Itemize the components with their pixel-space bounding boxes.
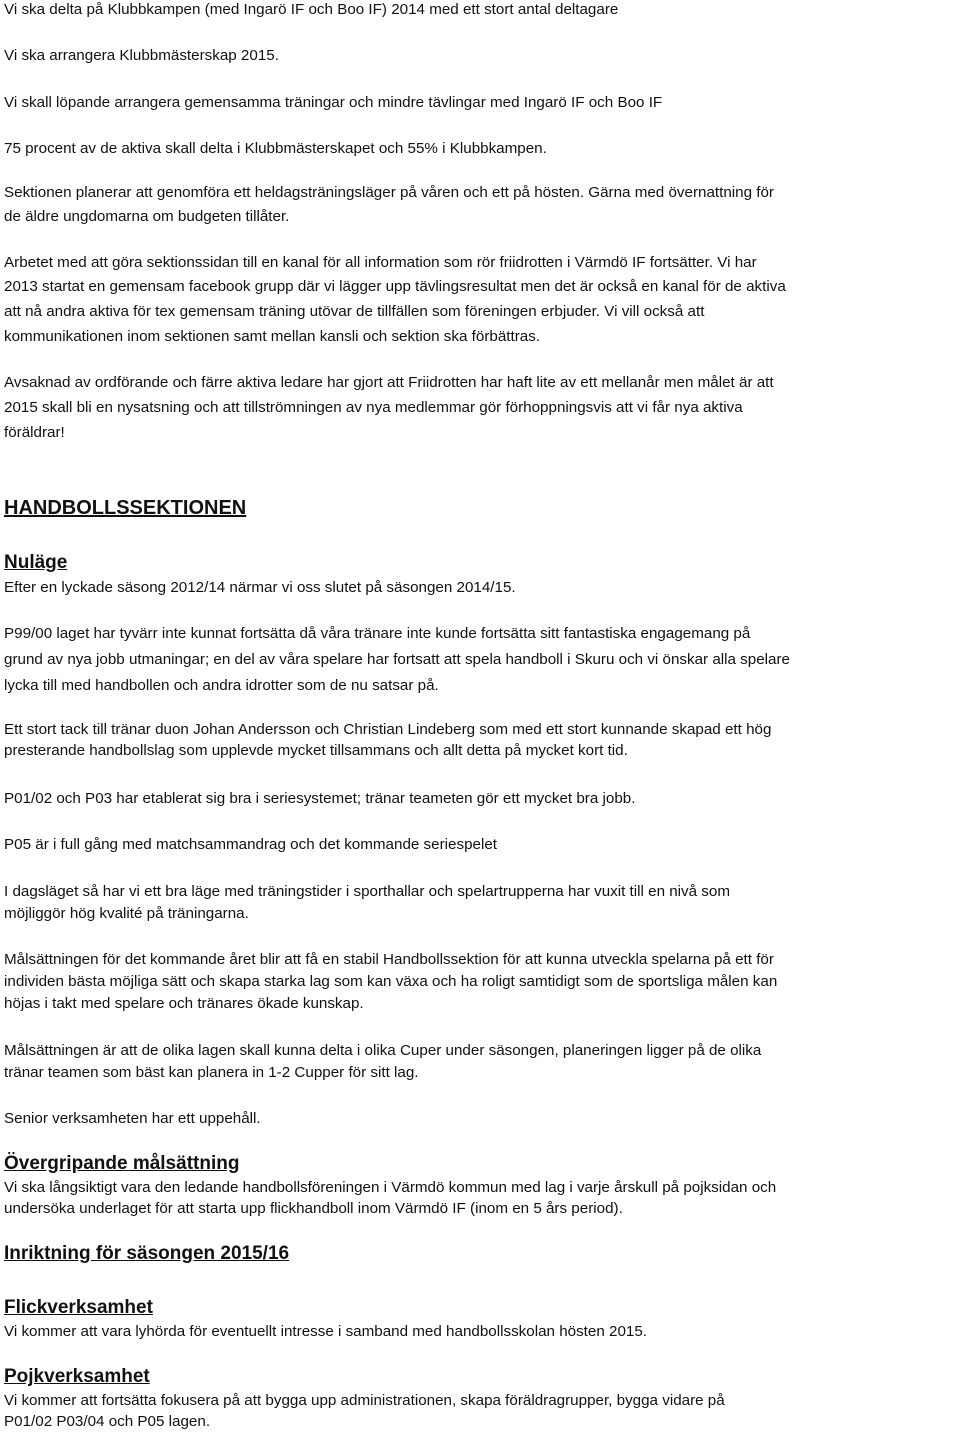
heading-nulage: Nuläge (4, 552, 68, 573)
text-line: möjliggör hög kvalité på träningarna. (4, 905, 249, 922)
section-title: HANDBOLLSSEKTIONEN (4, 497, 247, 519)
text-line: 2013 startat en gemensam facebook grupp där vi lägger upp tävlingsresultat men det är också en kanal för de aktiva (4, 278, 786, 295)
text-line: presterande handbollslag som upplevde mycket tillsammans och allt detta på mycket kort tid. (4, 742, 628, 759)
paragraph-flickverksamhet: Vi kommer att vara lyhörda för eventuellt intresse i samband med handbollsskolan hösten 2015. (4, 1323, 648, 1340)
text-line: höjas i takt med spelare och tränares ökade kunskap. (4, 995, 364, 1012)
goal-klubbkampen: Vi ska delta på Klubbkampen (med Ingarö IF och Boo IF) 2014 med ett stort antal deltagare (4, 1, 619, 18)
goal-participation: 75 procent av de aktiva skall delta i Klubbmästerskapet och 55% i Klubbkampen. (4, 140, 547, 157)
text-line: Vi ska långsiktigt vara den ledande handbollsföreningen i Värmdö kommun med lag i varje årskull på pojksidan och (4, 1179, 777, 1196)
text-line: Målsättningen är att de olika lagen skall kunna delta i olika Cuper under säsongen, planeringen ligger på de olika (4, 1042, 762, 1059)
text-line: Sektionen planerar att genomföra ett heldagsträningsläger på våren och ett på hösten. Gärna med övernattning för (4, 184, 774, 201)
text-line: föräldrar! (4, 424, 65, 441)
paragraph-p01: P01/02 och P03 har etablerat sig bra i seriesystemet; tränar teameten gör ett mycket bra jobb. (4, 790, 636, 807)
goal-klubbmasterskap: Vi ska arrangera Klubbmästerskap 2015. (4, 47, 279, 64)
text-line: I dagsläget så har vi ett bra läge med träningstider i sporthallar och spelartrupperna har vuxit till en nivå som (4, 883, 731, 900)
text-line: Målsättningen för det kommande året blir att få en stabil Handbollssektion för att kunna utveckla spelarna på ett för (4, 951, 774, 968)
text-line: individen bästa möjliga sätt och skapa starka lag som kan växa och ha roligt samtidigt som de sportsliga målen kan (4, 973, 778, 990)
text-line: de äldre ungdomarna om budgeten tillåter. (4, 208, 290, 225)
nulage-intro: Efter en lyckade säsong 2012/14 närmar vi oss slutet på säsongen 2014/15. (4, 579, 516, 596)
text-line: lycka till med handbollen och andra idrotter som de nu satsar på. (4, 677, 439, 694)
heading-pojkverksamhet: Pojkverksamhet (4, 1366, 150, 1387)
text-line: kommunikationen inom sektionen samt mellan kansli och sektion ska förbättras. (4, 328, 541, 345)
heading-overgripande: Övergripande målsättning (4, 1153, 240, 1174)
heading-inriktning: Inriktning för säsongen 2015/16 (4, 1243, 290, 1264)
text-line: P01/02 P03/04 och P05 lagen. (4, 1413, 211, 1430)
text-line: 2015 skall bli en nysatsning och att tillströmningen av nya medlemmar gör förhoppningsvis att vi får nya aktiva (4, 399, 743, 416)
text-line: Vi kommer att fortsätta fokusera på att bygga upp administrationen, skapa föräldragrupper, bygga vidare på (4, 1392, 725, 1409)
heading-flickverksamhet: Flickverksamhet (4, 1297, 153, 1318)
text-line: P99/00 laget har tyvärr inte kunnat fortsätta då våra tränare inte kunde fortsätta sitt fantastiska engagemang på (4, 625, 751, 642)
text-line: att nå andra aktiva för tex gemensam träning utövar de tillfällen som föreningen erbjuder. Vi vill också att (4, 303, 705, 320)
text-line: undersöka underlaget för att starta upp flickhandboll inom Värmdö IF (inom en 5 års period). (4, 1200, 623, 1217)
paragraph-senior: Senior verksamheten har ett uppehåll. (4, 1110, 261, 1127)
text-line: Ett stort tack till tränar duon Johan Andersson och Christian Lindeberg som med ett stort kunnande skapad ett hög (4, 721, 772, 738)
goal-joint-training: Vi skall löpande arrangera gemensamma träningar och mindre tävlingar med Ingarö IF och Boo IF (4, 94, 663, 111)
paragraph-p05: P05 är i full gång med matchsammandrag och det kommande seriespelet (4, 836, 498, 853)
text-line: tränar teamen som bäst kan planera in 1-2 Cupper för sitt lag. (4, 1064, 419, 1081)
text-line: grund av nya jobb utmaningar; en del av våra spelare har fortsatt att spela handboll i Skuru och vi önskar alla spelare (4, 651, 790, 668)
text-line: Avsaknad av ordförande och färre aktiva ledare har gjort att Friidrotten har haft lite av ett mellanår men målet är att (4, 374, 774, 391)
text-line: Arbetet med att göra sektionssidan till en kanal för all information som rör friidrotten i Värmdö IF fortsätter. Vi har (4, 254, 757, 271)
